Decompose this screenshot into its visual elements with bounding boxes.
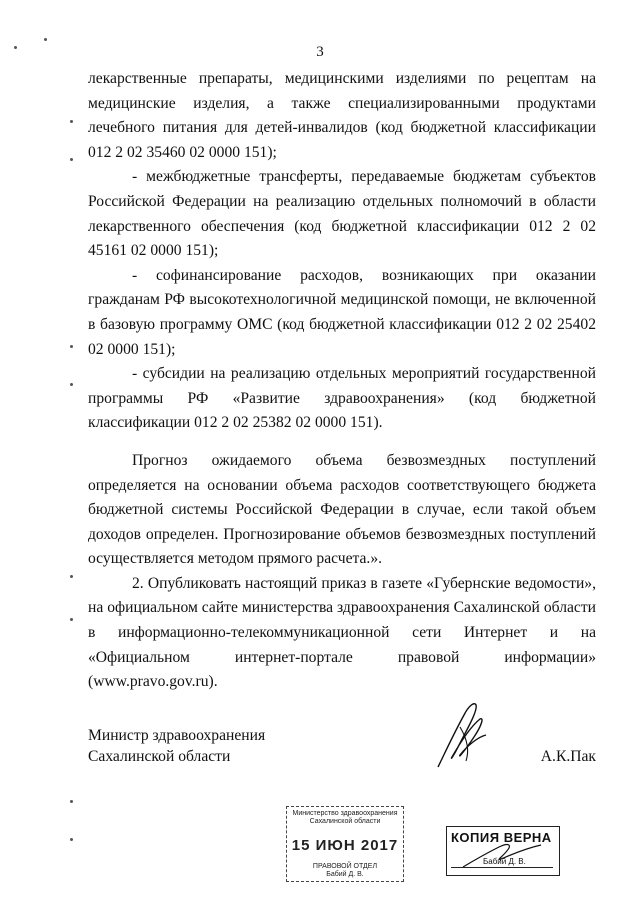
handwritten-signature bbox=[430, 697, 490, 775]
paragraph-publication: 2. Опубликовать настоящий приказ в газете «Губернские ведомости», на официальном сайте министерства здравоохранения Сахалинской области в информационно-телекоммуникационной сети Интернет и на «Официальном интернет-портале правовой информации» (www.pravo.gov.ru). bbox=[88, 574, 596, 691]
paragraph-list-item: - субсидии на реализацию отдельных мероприятий государственной программы РФ «Развитие здравоохранения» (код бюджетной классификации 012 2 02 25382 02 0000 151). bbox=[88, 365, 596, 432]
copy-stamp-underline bbox=[451, 867, 553, 868]
signer-name: А.К.Пак bbox=[540, 748, 596, 765]
margin-mark bbox=[44, 38, 47, 41]
margin-mark bbox=[70, 618, 73, 621]
stamp-date: 15 ИЮН 2017 bbox=[291, 837, 399, 854]
signature-block bbox=[88, 725, 596, 785]
margin-mark bbox=[70, 575, 73, 578]
margin-mark bbox=[70, 345, 73, 348]
margin-mark bbox=[14, 46, 17, 49]
stamp-signer: Бабий Д. В. bbox=[326, 871, 364, 878]
margin-mark bbox=[70, 838, 73, 841]
paragraph-continuation: лекарственные препараты, медицинскими изделиями по рецептам на медицинские изделия, а также специализированными продуктами лечебного питания для детей-инвалидов (код бюджетной классификации 012 2 02 35460 02 0000 151); bbox=[88, 70, 596, 161]
document-body bbox=[88, 67, 596, 695]
registration-date-stamp bbox=[286, 806, 404, 882]
copy-stamp-signer: Бабий Д. В. bbox=[483, 857, 526, 866]
margin-mark bbox=[70, 158, 73, 161]
signer-title: Министр здравоохранения bbox=[88, 727, 266, 744]
copy-stamp-label: КОПИЯ ВЕРНА bbox=[451, 830, 552, 845]
paragraph-list-item: - софинансирование расходов, возникающих при оказании гражданам РФ высокотехнологичной медицинской помощи, не включенной в базовую программу ОМС (код бюджетной классификации 012 2 02 25402 02 0000 151); bbox=[88, 266, 596, 358]
paragraph-forecast: Прогноз ожидаемого объема безвозмездных поступлений определяется на основании объема расходов соответствующего бюджета бюджетной системы Российской Федерации в случае, если такой объем доходов определен. Прогнозирование объемов безвозмездных поступлений осуществляется методом прямого расчета.». bbox=[88, 451, 596, 568]
copy-certified-stamp bbox=[446, 826, 560, 876]
stamp-region: Сахалинской области bbox=[309, 818, 381, 825]
margin-mark bbox=[70, 383, 73, 386]
margin-mark bbox=[70, 800, 73, 803]
margin-mark bbox=[70, 120, 73, 123]
signer-organization: Сахалинской области bbox=[88, 748, 231, 765]
paragraph-list-item: - межбюджетные трансферты, передаваемые бюджетам субъектов Российской Федерации на реализацию отдельных полномочий в области лекарственного обеспечения (код бюджетной классификации 012 2 02 45161 02 0000 151); bbox=[88, 168, 596, 260]
stamp-organization: Министерство здравоохранения bbox=[292, 810, 398, 817]
page-number: 3 bbox=[316, 44, 324, 60]
stamp-department: ПРАВОВОЙ ОТДЕЛ bbox=[312, 863, 378, 870]
